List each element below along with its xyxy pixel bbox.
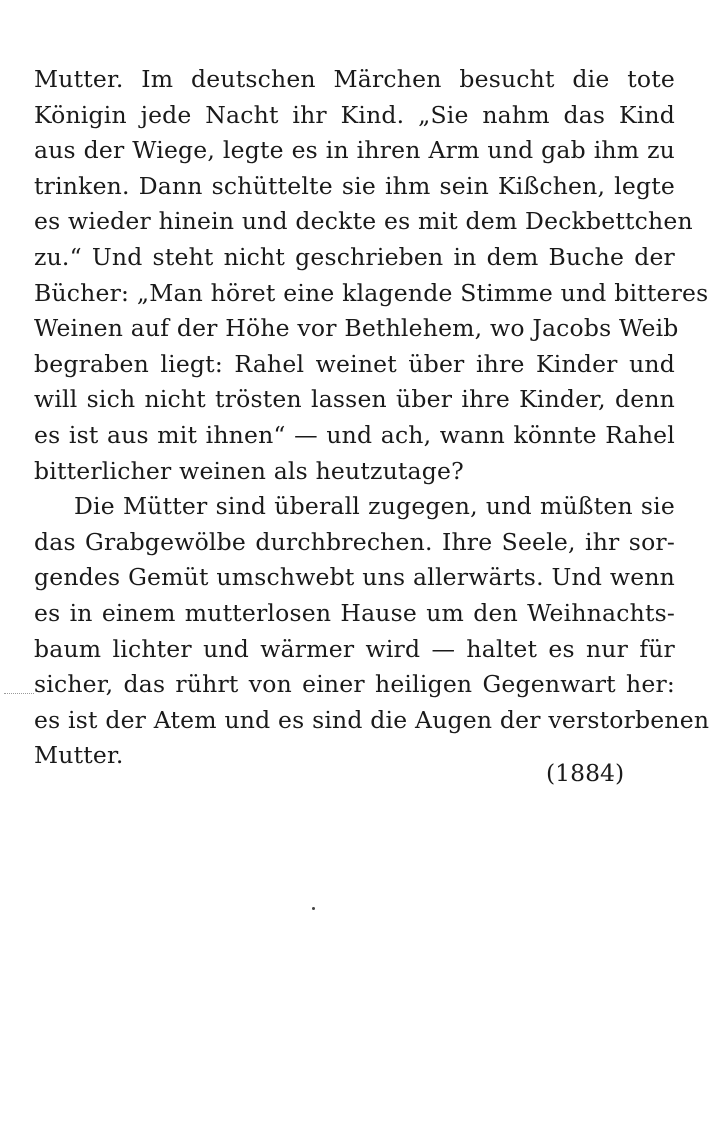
text-line-17: baum lichter und wärmer wird — haltet es nur für [34,634,675,663]
text-line-12: bitterlicher weinen als heutzutage? [34,456,464,485]
text-line-6: zu.“ Und steht nicht geschrieben in dem Buche der [34,242,675,271]
text-line-2: Königin jede Nacht ihr Kind. „Sie nahm das Kind [34,100,675,129]
print-speck [312,907,315,910]
text-line-3: aus der Wiege, legte es in ihren Arm und gab ihm zu [34,136,675,165]
margin-dotted-mark [4,693,34,694]
text-line-19: es ist der Atem und es sind die Augen der verstorbenen [34,705,710,734]
body-text [34,62,710,774]
text-line-1: Mutter. Im deutschen Märchen besucht die tote [34,65,675,93]
text-line-16: es in einem mutterlosen Hause um den Weihnachts- [34,598,675,627]
text-line-20: Mutter. [34,741,124,770]
text-line-13: Die Mütter sind überall zugegen, und müßten sie [74,492,675,521]
text-line-14: das Grabgewölbe durchbrechen. Ihre Seele, ihr sor- [34,527,675,556]
text-line-5: es wieder hinein und deckte es mit dem Deckbettchen [34,207,693,236]
text-line-11: es ist aus mit ihnen“ — und ach, wann könnte Rahel [34,420,675,449]
text-line-9: begraben liegt: Rahel weinet über ihre Kinder und [34,349,675,378]
text-line-10: will sich nicht trösten lassen über ihre Kinder, denn [34,385,675,414]
publication-year: (1884) [546,759,625,787]
text-line-15: gendes Gemüt umschwebt uns allerwärts. Und wenn [34,563,675,592]
text-line-8: Weinen auf der Höhe vor Bethlehem, wo Jacobs Weib [34,314,679,343]
text-line-4: trinken. Dann schüttelte sie ihm sein Kißchen, legte [34,171,675,200]
text-line-7: Bücher: „Man höret eine klagende Stimme und bitteres [34,278,709,307]
text-line-18: sicher, das rührt von einer heiligen Gegenwart her: [34,670,675,699]
